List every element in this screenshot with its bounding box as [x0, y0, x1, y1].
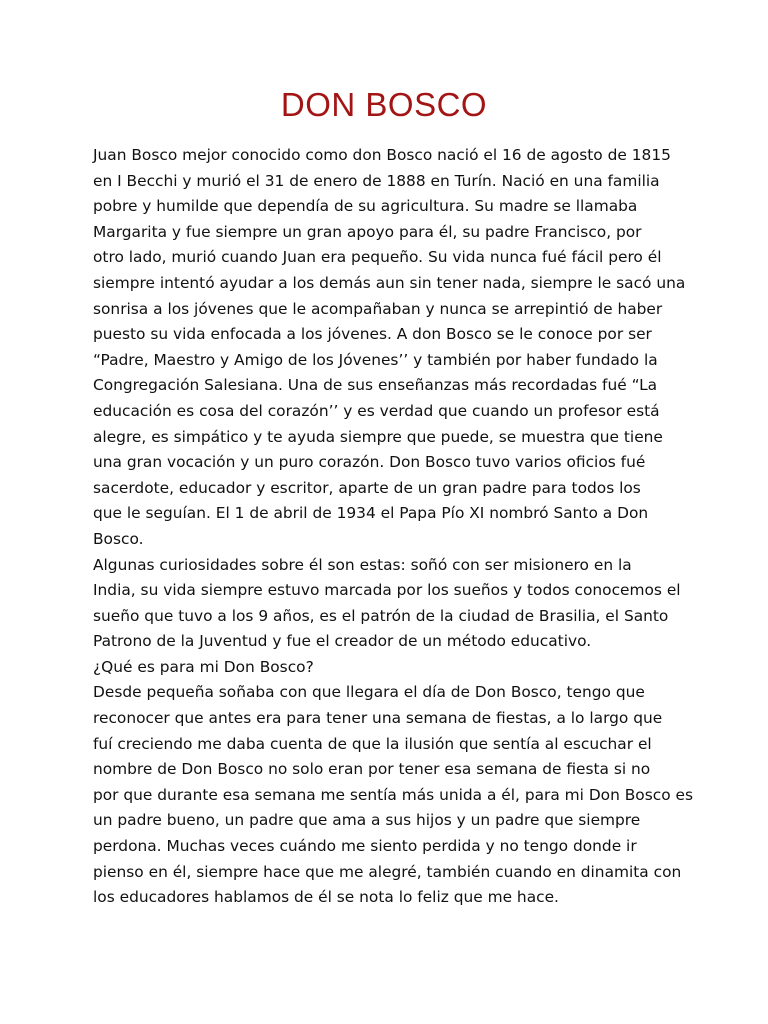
document-body — [93, 143, 693, 911]
text-line: Algunas curiosidades sobre él son estas: soñó con ser misionero en la — [93, 555, 632, 574]
text-line: reconocer que antes era para tener una semana de fiestas, a lo largo que — [93, 709, 663, 728]
text-line: los educadores hablamos de él se nota lo feliz que me hace. — [93, 888, 559, 907]
text-line: ¿Qué es para mi Don Bosco? — [93, 657, 314, 676]
text-line: nombre de Don Bosco no solo eran por tener esa semana de fiesta si no — [93, 760, 651, 779]
text-line: sueño que tuvo a los 9 años, es el patrón de la ciudad de Brasilia, el Santo — [93, 606, 669, 625]
document-title: DON BOSCO — [280, 86, 488, 123]
text-line: India, su vida siempre estuvo marcada por los sueños y todos conocemos el — [93, 581, 681, 600]
text-line: Bosco. — [93, 529, 144, 548]
text-line: fuí creciendo me daba cuenta de que la ilusión que sentía al escuchar el — [93, 734, 652, 753]
text-line: Juan Bosco mejor conocido como don Bosco nació el 16 de agosto de 1815 — [93, 146, 671, 164]
text-line: puesto su vida enfocada a los jóvenes. A don Bosco se le conoce por ser — [93, 325, 652, 344]
text-line: Desde pequeña soñaba con que llegara el día de Don Bosco, tengo que — [93, 683, 645, 702]
text-line: Congregación Salesiana. Una de sus enseñanzas más recordadas fué “La — [93, 376, 658, 395]
text-line: siempre intentó ayudar a los demás aun sin tener nada, siempre le sacó una — [93, 273, 686, 292]
text-line: Margarita y fue siempre un gran apoyo para él, su padre Francisco, por — [93, 222, 642, 241]
text-line: Patrono de la Juventud y fue el creador de un método educativo. — [93, 632, 592, 651]
text-line: perdona. Muchas veces cuándo me siento perdida y no tengo donde ir — [93, 837, 637, 856]
text-line: una gran vocación y un puro corazón. Don Bosco tuvo varios oficios fué — [93, 453, 646, 472]
text-line: que le seguían. El 1 de abril de 1934 el Papa Pío XI nombró Santo a Don — [93, 504, 649, 523]
text-line: educación es cosa del corazón’’ y es verdad que cuando un profesor está — [93, 401, 660, 420]
text-line: alegre, es simpático y te ayuda siempre que puede, se muestra que tiene — [93, 427, 663, 446]
text-line: sacerdote, educador y escritor, aparte de un gran padre para todos los — [93, 478, 641, 497]
text-line: por que durante esa semana me sentía más unida a él, para mi Don Bosco es — [93, 785, 693, 804]
text-line: otro lado, murió cuando Juan era pequeño. Su vida nunca fué fácil pero él — [93, 248, 662, 267]
text-line: “Padre, Maestro y Amigo de los Jóvenes’’ y también por haber fundado la — [93, 350, 658, 369]
text-line: pobre y humilde que dependía de su agricultura. Su madre se llamaba — [93, 197, 638, 216]
text-line: un padre bueno, un padre que ama a sus hijos y un padre que siempre — [93, 811, 641, 830]
text-line: sonrisa a los jóvenes que le acompañaban y nunca se arrepintió de haber — [93, 299, 663, 318]
text-line: en I Becchi y murió el 31 de enero de 1888 en Turín. Nació en una familia — [93, 171, 660, 190]
text-line: pienso en él, siempre hace que me alegré, también cuando en dinamita con — [93, 862, 682, 881]
